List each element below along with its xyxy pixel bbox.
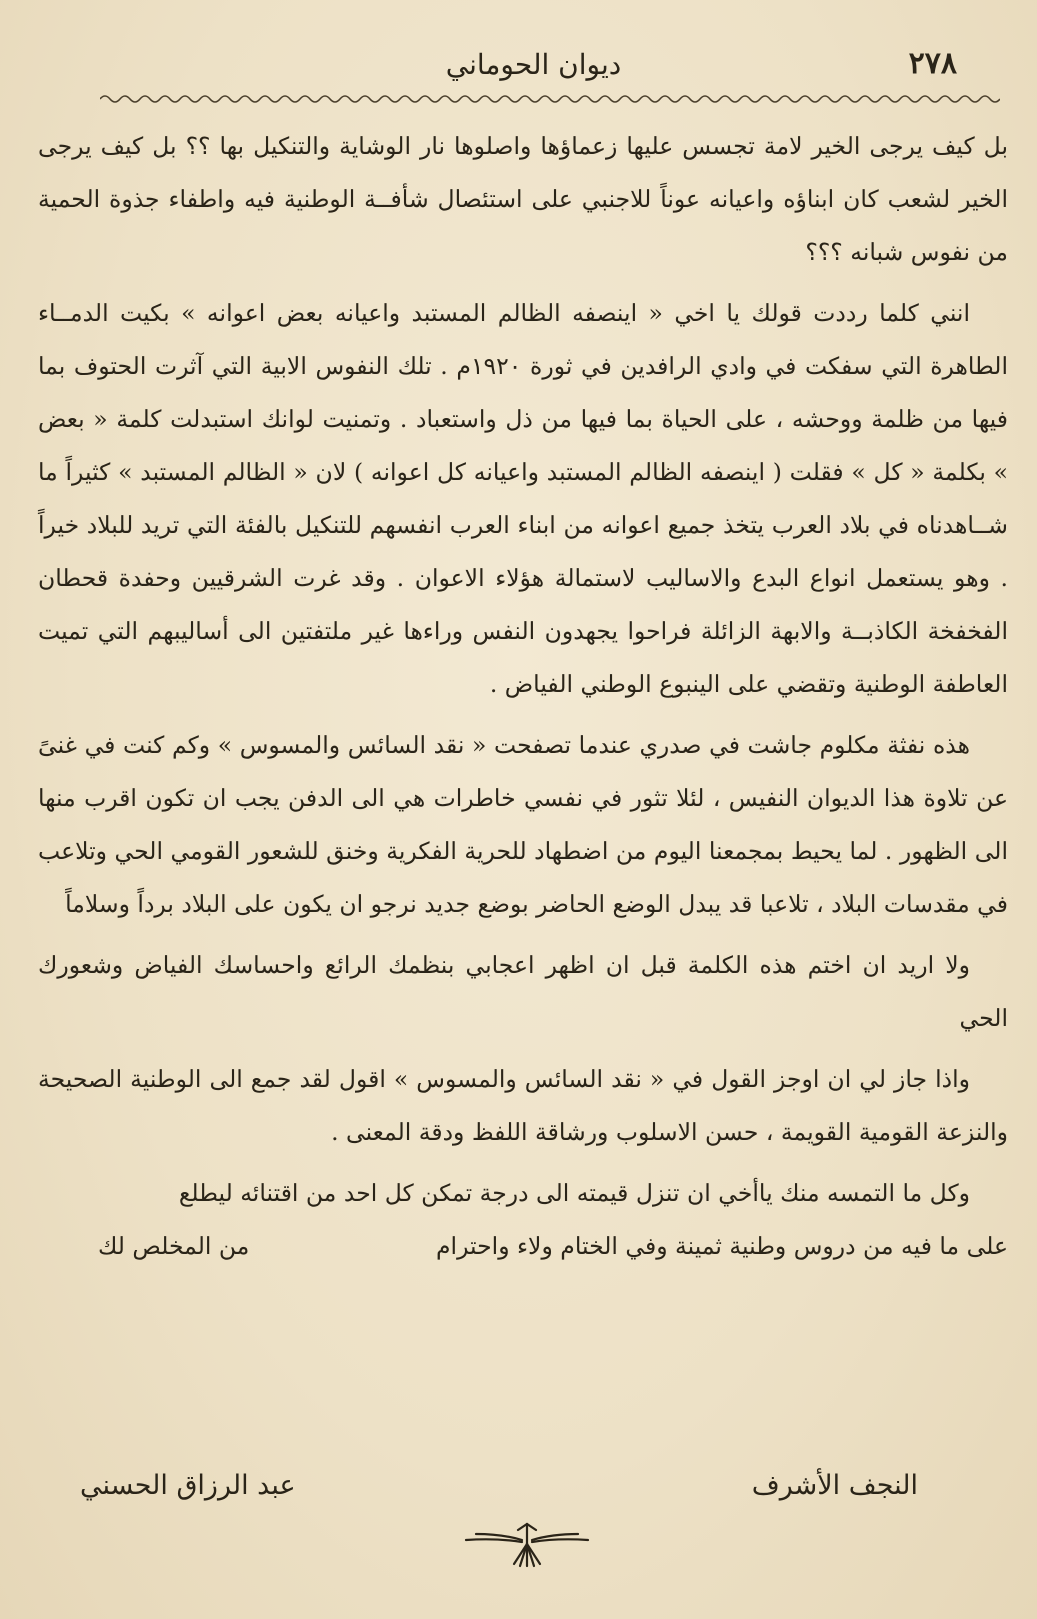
paragraph: واذا جاز لي ان اوجز القول في « نقد السائس والمسوس » اقول لقد جمع الى الوطنية الصحيحة والنزعة القومية القويمة ، حسن الاسلوب ورشاقة اللفظ ودقة المعنى . [38, 1065, 1008, 1146]
letter-body [38, 120, 1008, 1228]
paragraph: ولا اريد ان اختم هذه الكلمة قبل ان اظهر اعجابي بنظمك الرائع واحساسك الفياض وشعورك الحي [38, 951, 1008, 1032]
paragraph: وكل ما التمسه منك ياأخي ان تنزل قيمته الى درجة تمكن كل احد من اقتنائه ليطلع [178, 1179, 970, 1207]
closing-line [38, 1232, 1008, 1282]
paragraph: هذه نفثة مكلوم جاشت في صدري عندما تصفحت « نقد السائس والمسوس » وكم كنت في غنىً عن تلاوة هذا الديوان النفيس ، لئلا تثور في نفسي خاطرات هي الى الدفن يجب ان تكون اقرب منها الى الظهور . لما يحيط بمجمعنا اليوم من اضطهاد للحرية الفكرية وخنق للشعور القومي الحي وتلاعب في مقدسات البلاد ، تلاعبا قد يبدل الوضع الحاضر بوضع جديد نرجو ان يكون على البلاد برداً وسلاماً [38, 731, 1008, 918]
page-header [110, 38, 957, 88]
page-number: ٢٧٨ [908, 46, 957, 81]
running-title: ديوان الحوماني [445, 48, 622, 81]
signature-block [38, 1462, 1008, 1522]
fleuron-ornament-icon [462, 1520, 592, 1568]
signature-name: عبد الرزاق الحسني [80, 1470, 296, 1501]
closing-from: من المخلص لك [98, 1232, 250, 1260]
wavy-rule [100, 92, 1000, 106]
paragraph: بل كيف يرجى الخير لامة تجسس عليها زعماؤها واصلوها نار الوشاية والتنكيل بها ؟؟ بل كيف يرجى الخير لشعب كان ابناؤه واعيانه عوناً للاجنبي على استئصال شأفــة الوطنية فيه واطفاء جذوة الحمية من نفوس شبانه ؟؟؟ [38, 132, 1008, 266]
paragraph: انني كلما رددت قولك يا اخي « اينصفه الظالم المستبد واعيانه بعض اعوانه » بكيت الدمــاء الطاهرة التي سفكت في وادي الرافدين في ثورة ١٩٢٠م . تلك النفوس الابية التي آثرت الحتوف بما فيها من ظلمة ووحشه ، على الحياة بما فيها من ذل واستعباد . وتمنيت لوانك استبدلت كلمة « بعض » بكلمة « كل » فقلت ( اينصفه الظالم المستبد واعيانه كل اعوانه ) لان « الظالم المستبد » كثيراً ما شــاهدناه في بلاد العرب يتخذ جميع اعوانه من ابناء العرب انفسهم للتنكيل بالفئة التي تريد للبلاد خيراً . وهو يستعمل انواع البدع والاساليب لاستمالة هؤلاء الاعوان . وقد غرت الشرقيين وحفدة قحطان الفخفخة الكاذبــة والابهة الزائلة فراحوا يجهدون النفس وراءها غير ملتفتين الى أساليبهم التي تميت العاطفة الوطنية وتقضي على الينبوع الوطني الفياض . [38, 299, 1008, 698]
closing-text: على ما فيه من دروس وطنية ثمينة وفي الختام ولاء واحترام [436, 1232, 1008, 1260]
signature-place: النجف الأشرف [751, 1470, 918, 1501]
